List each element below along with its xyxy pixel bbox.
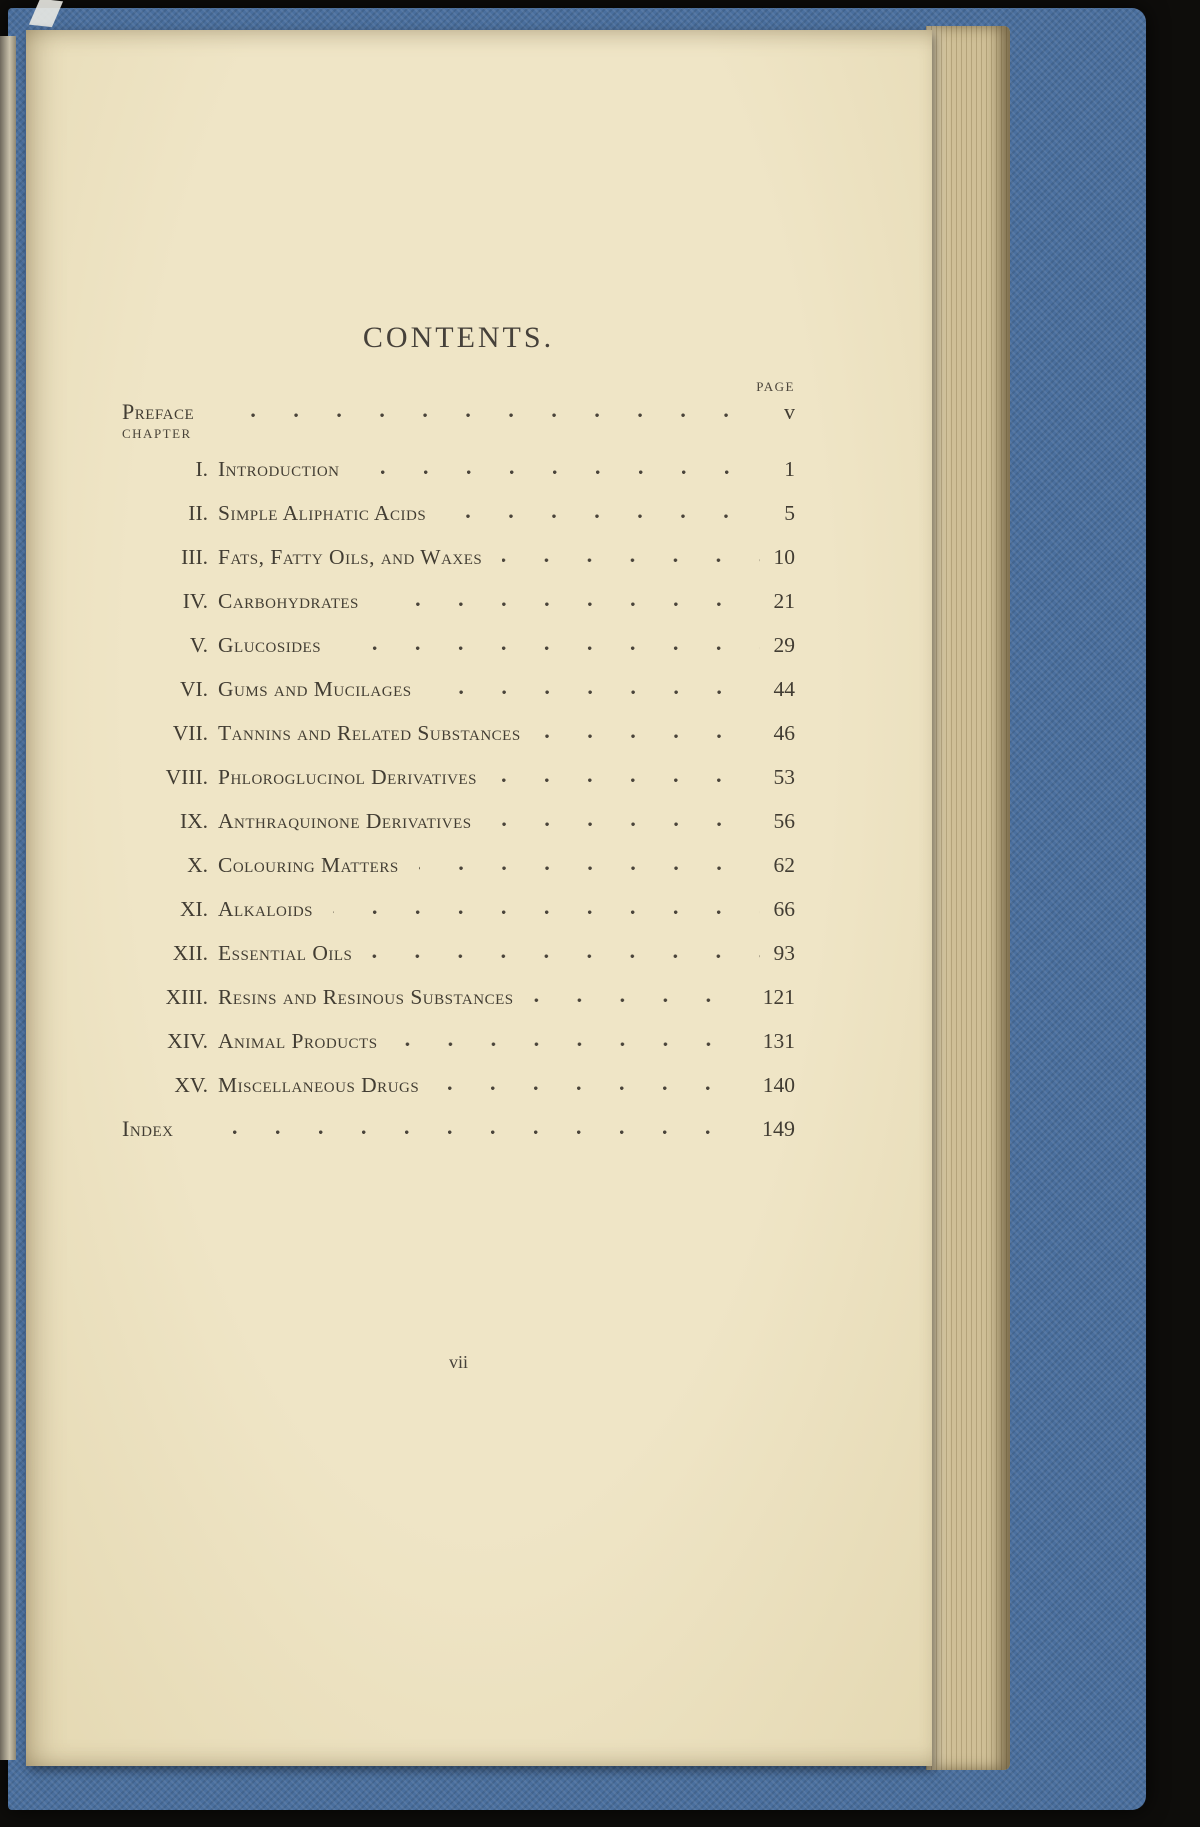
page-number: 10 bbox=[773, 545, 795, 569]
dot-leader bbox=[541, 734, 760, 739]
toc-row bbox=[122, 632, 795, 658]
chapter-number: VII. bbox=[172, 721, 208, 745]
dot-leader bbox=[398, 1042, 749, 1047]
dot-leader bbox=[502, 558, 759, 563]
chapter-number: XV. bbox=[174, 1073, 208, 1097]
page-number: 29 bbox=[773, 633, 795, 657]
page-number: 140 bbox=[762, 1073, 795, 1097]
toc-row bbox=[122, 676, 795, 702]
chapter-number: I. bbox=[195, 457, 208, 481]
toc-list bbox=[122, 456, 795, 1098]
dot-leader bbox=[333, 910, 759, 915]
chapter-number: IV. bbox=[182, 589, 208, 613]
chapter-title: Glucosides bbox=[218, 633, 322, 657]
toc-row bbox=[122, 720, 795, 746]
contents-title: CONTENTS. bbox=[362, 321, 555, 354]
toc-row bbox=[122, 456, 795, 482]
dot-leader bbox=[432, 690, 760, 695]
toc-row bbox=[122, 808, 795, 834]
chapter-title: Alkaloids bbox=[218, 897, 314, 921]
chapter-number: II. bbox=[188, 501, 208, 525]
page-number: 121 bbox=[762, 985, 795, 1009]
toc-row bbox=[122, 1028, 795, 1054]
chapter-number: III. bbox=[181, 545, 208, 569]
dot-leader bbox=[214, 413, 767, 418]
chapter-number: VI. bbox=[179, 677, 208, 701]
chapter-number: XIV. bbox=[167, 1029, 208, 1053]
chapter-number: XII. bbox=[172, 941, 208, 965]
page-number: 62 bbox=[773, 853, 795, 877]
chapter-title: Colouring Matters bbox=[218, 853, 399, 877]
dot-leader bbox=[372, 954, 759, 959]
dot-leader bbox=[419, 866, 760, 871]
page-stack-fore-edge bbox=[926, 26, 1010, 1770]
chapter-title: Animal Products bbox=[218, 1029, 378, 1053]
toc-row bbox=[122, 1072, 795, 1098]
index-label: Index bbox=[122, 1116, 174, 1141]
preface-label: Preface bbox=[122, 399, 195, 424]
preface-row bbox=[122, 399, 795, 425]
dot-leader bbox=[194, 1130, 749, 1135]
dot-leader bbox=[446, 514, 767, 519]
page-number: 46 bbox=[773, 721, 795, 745]
chapter-title: Anthraquinone Derivatives bbox=[218, 809, 472, 833]
chapter-title: Resins and Resinous Substances bbox=[218, 985, 514, 1009]
chapter-number: XIII. bbox=[165, 985, 208, 1009]
toc-row bbox=[122, 984, 795, 1010]
page-number: 44 bbox=[773, 677, 795, 701]
chapter-column-header: CHAPTER bbox=[122, 426, 192, 441]
toc-row bbox=[122, 896, 795, 922]
dot-leader bbox=[379, 602, 760, 607]
chapter-number: IX. bbox=[179, 809, 208, 833]
dot-leader bbox=[492, 822, 760, 827]
page-number: 56 bbox=[773, 809, 795, 833]
chapter-title: Introduction bbox=[218, 457, 340, 481]
page-column-header: PAGE bbox=[756, 379, 795, 394]
dot-leader bbox=[497, 778, 760, 783]
index-row bbox=[122, 1116, 795, 1142]
folio-page-number: vii bbox=[448, 1352, 468, 1372]
chapter-title: Phloroglucinol Derivatives bbox=[218, 765, 477, 789]
left-page-edge bbox=[0, 36, 16, 1760]
book-page bbox=[26, 30, 932, 1766]
dot-leader bbox=[534, 998, 749, 1003]
page-number: 1 bbox=[784, 457, 795, 481]
chapter-number: X. bbox=[187, 853, 208, 877]
chapter-title: Essential Oils bbox=[218, 941, 353, 965]
toc-row bbox=[122, 940, 795, 966]
page-number: 53 bbox=[773, 765, 795, 789]
chapter-number: XI. bbox=[179, 897, 208, 921]
toc-row bbox=[122, 764, 795, 790]
chapter-number: VIII. bbox=[165, 765, 208, 789]
chapter-title: Carbohydrates bbox=[218, 589, 359, 613]
chapter-title: Fats, Fatty Oils, and Waxes bbox=[218, 545, 483, 569]
page-number: v bbox=[784, 399, 795, 424]
dot-leader bbox=[341, 646, 759, 651]
dot-leader bbox=[439, 1086, 749, 1091]
page-number: 21 bbox=[773, 589, 795, 613]
toc-row bbox=[122, 500, 795, 526]
page-number: 131 bbox=[762, 1029, 795, 1053]
chapter-title: Simple Aliphatic Acids bbox=[218, 501, 427, 525]
toc-row bbox=[122, 544, 795, 570]
chapter-title: Tannins and Related Substances bbox=[218, 721, 521, 745]
toc-row bbox=[122, 852, 795, 878]
dot-leader bbox=[360, 470, 768, 475]
chapter-title: Gums and Mucilages bbox=[218, 677, 412, 701]
page-number: 93 bbox=[773, 941, 795, 965]
page-number: 5 bbox=[784, 501, 795, 525]
toc-row bbox=[122, 588, 795, 614]
chapter-number: V. bbox=[189, 633, 208, 657]
page-number: 149 bbox=[762, 1116, 795, 1141]
chapter-title: Miscellaneous Drugs bbox=[218, 1073, 420, 1097]
page-number: 66 bbox=[773, 897, 795, 921]
